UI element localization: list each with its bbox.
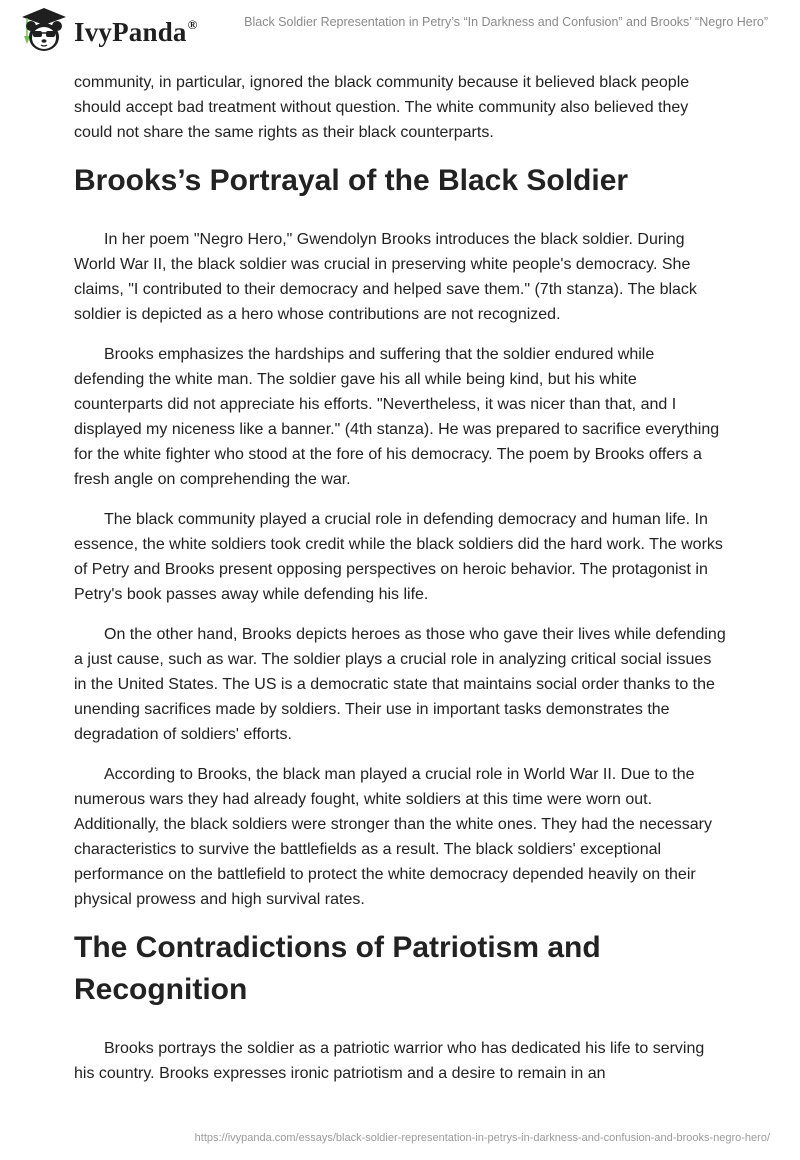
paragraph: On the other hand, Brooks depicts heroes as those who gave their lives while defending a just cause, such as war. The soldier plays a crucial role in analyzing critical social issues in the United States. The US is a democratic state that maintains social order thanks to the unending sacrifices made by soldiers. Their use in important tasks demonstrates the degradation of soldiers' efforts.	[74, 626, 726, 743]
section-heading-brooks-portrayal: Brooks’s Portrayal of the Black Soldier	[74, 164, 629, 197]
document-title: Black Soldier Representation in Petry’s “In Darkness and Confusion” and Brooks’ “Negro Hero”	[244, 15, 768, 29]
paragraph: Brooks emphasizes the hardships and suffering that the soldier endured while defending the white man. The soldier gave his all while being kind, but his white counterparts did not appreciate his efforts. "Nevertheless, it was nicer than that, and I displayed my niceness like a banner." (4th stanza). He was prepared to sacrifice everything for the white fighter who stood at the fore of his democracy. The poem by Brooks offers a fresh angle on comprehending the war.	[74, 346, 720, 488]
intro-paragraph: community, in particular, ignored the black community because it believed black people should accept bad treatment without question. The white community also believed they could not share the same rights as their black counterparts.	[74, 74, 690, 141]
section-heading-contradictions: The Contradictions of Patriotism and Recognition	[74, 931, 601, 1006]
panda-graduation-cap-icon	[18, 6, 68, 54]
paragraph: The black community played a crucial role in defending democracy and human life. In essence, the white soldiers took credit while the black soldiers did the hard work. The works of Petry and Brooks present opposing perspectives on heroic behavior. The protagonist in Petry's book passes away while defending his life.	[74, 511, 723, 603]
paragraph: According to Brooks, the black man played a crucial role in World War II. Due to the numerous wars they had already fought, white soldiers at this time were worn out. Additionally, the black soldiers were stronger than the white ones. They had the necessary characteristics to survive the battlefields as a result. The black soldiers' exceptional performance on the battlefield to protect the white democracy depended heavily on their physical prowess and high survival rates.	[74, 766, 712, 908]
paragraph: Brooks portrays the soldier as a patriotic warrior who has dedicated his life to serving his country. Brooks expresses ironic patriotism and a desire to remain in an	[74, 1040, 705, 1082]
paragraph: In her poem "Negro Hero," Gwendolyn Brooks introduces the black soldier. During World War II, the black soldier was crucial in preserving white people's democracy. She claims, "I contributed to their democracy and helped save them." (7th stanza). The black soldier is depicted as a hero whose contributions are not recognized.	[74, 231, 697, 323]
ivypanda-logo[interactable]	[18, 6, 198, 54]
source-url[interactable]: https://ivypanda.com/essays/black-soldier-representation-in-petrys-in-darkness-and-confusion-and-brooks-negro-hero/	[194, 1132, 770, 1144]
logo-wordmark: IvyPanda®	[74, 16, 198, 47]
page-header	[0, 0, 800, 60]
essay-content	[74, 70, 728, 1101]
